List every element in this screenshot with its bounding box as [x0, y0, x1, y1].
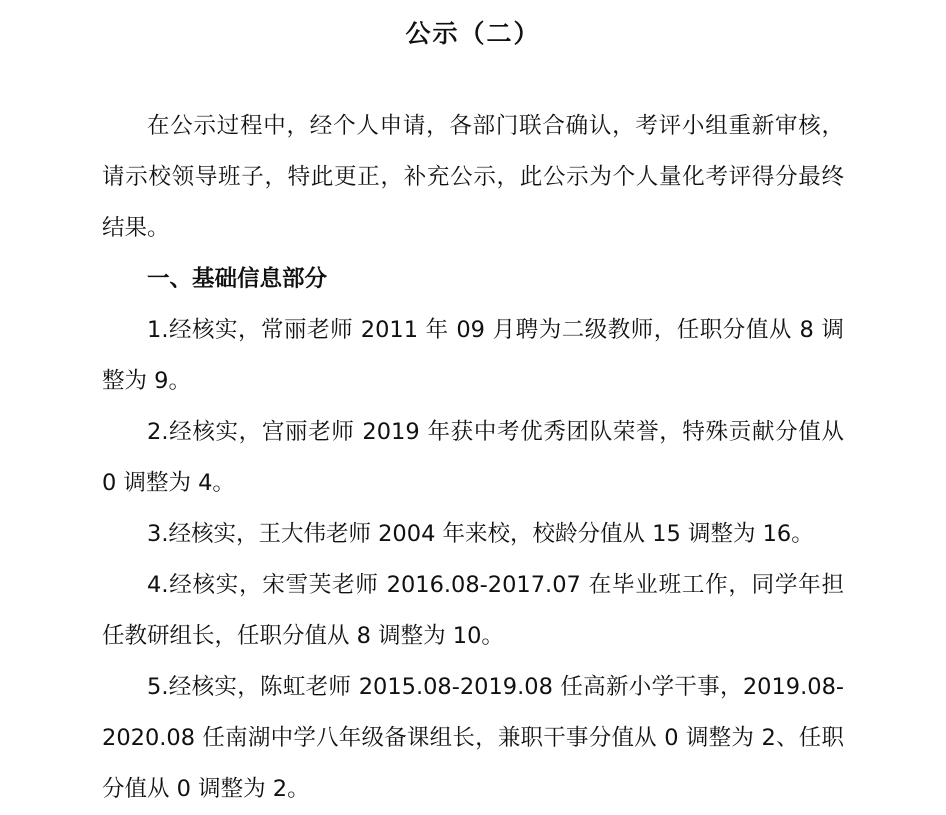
list-item: 5.经核实，陈虹老师 2015.08-2019.08 任高新小学干事，2019.08-2020.08 任南湖中学八年级备课组长，兼职干事分值从 0 调整为 2、任职分值从 0 调整为 2。: [102, 674, 844, 802]
document-body: [102, 101, 844, 815]
list-item: 1.经核实，常丽老师 2011 年 09 月聘为二级教师，任职分值从 8 调整为 9。: [102, 317, 844, 394]
document-title: 公示（二）: [405, 19, 541, 48]
list-item: 3.经核实，王大伟老师 2004 年来校，校龄分值从 15 调整为 16。: [147, 521, 814, 547]
list-item: 2.经核实，宫丽老师 2019 年获中考优秀团队荣誉，特殊贡献分值从 0 调整为 4。: [102, 419, 844, 496]
list-item: 4.经核实，宋雪芙老师 2016.08-2017.07 在毕业班工作，同学年担任教研组长，任职分值从 8 调整为 10。: [102, 572, 844, 649]
section-heading-basic-info: 一、基础信息部分: [147, 266, 328, 292]
intro-paragraph: 在公示过程中，经个人申请，各部门联合确认，考评小组重新审核，请示校领导班子，特此更正，补充公示，此公示为个人量化考评得分最终结果。: [102, 113, 844, 241]
